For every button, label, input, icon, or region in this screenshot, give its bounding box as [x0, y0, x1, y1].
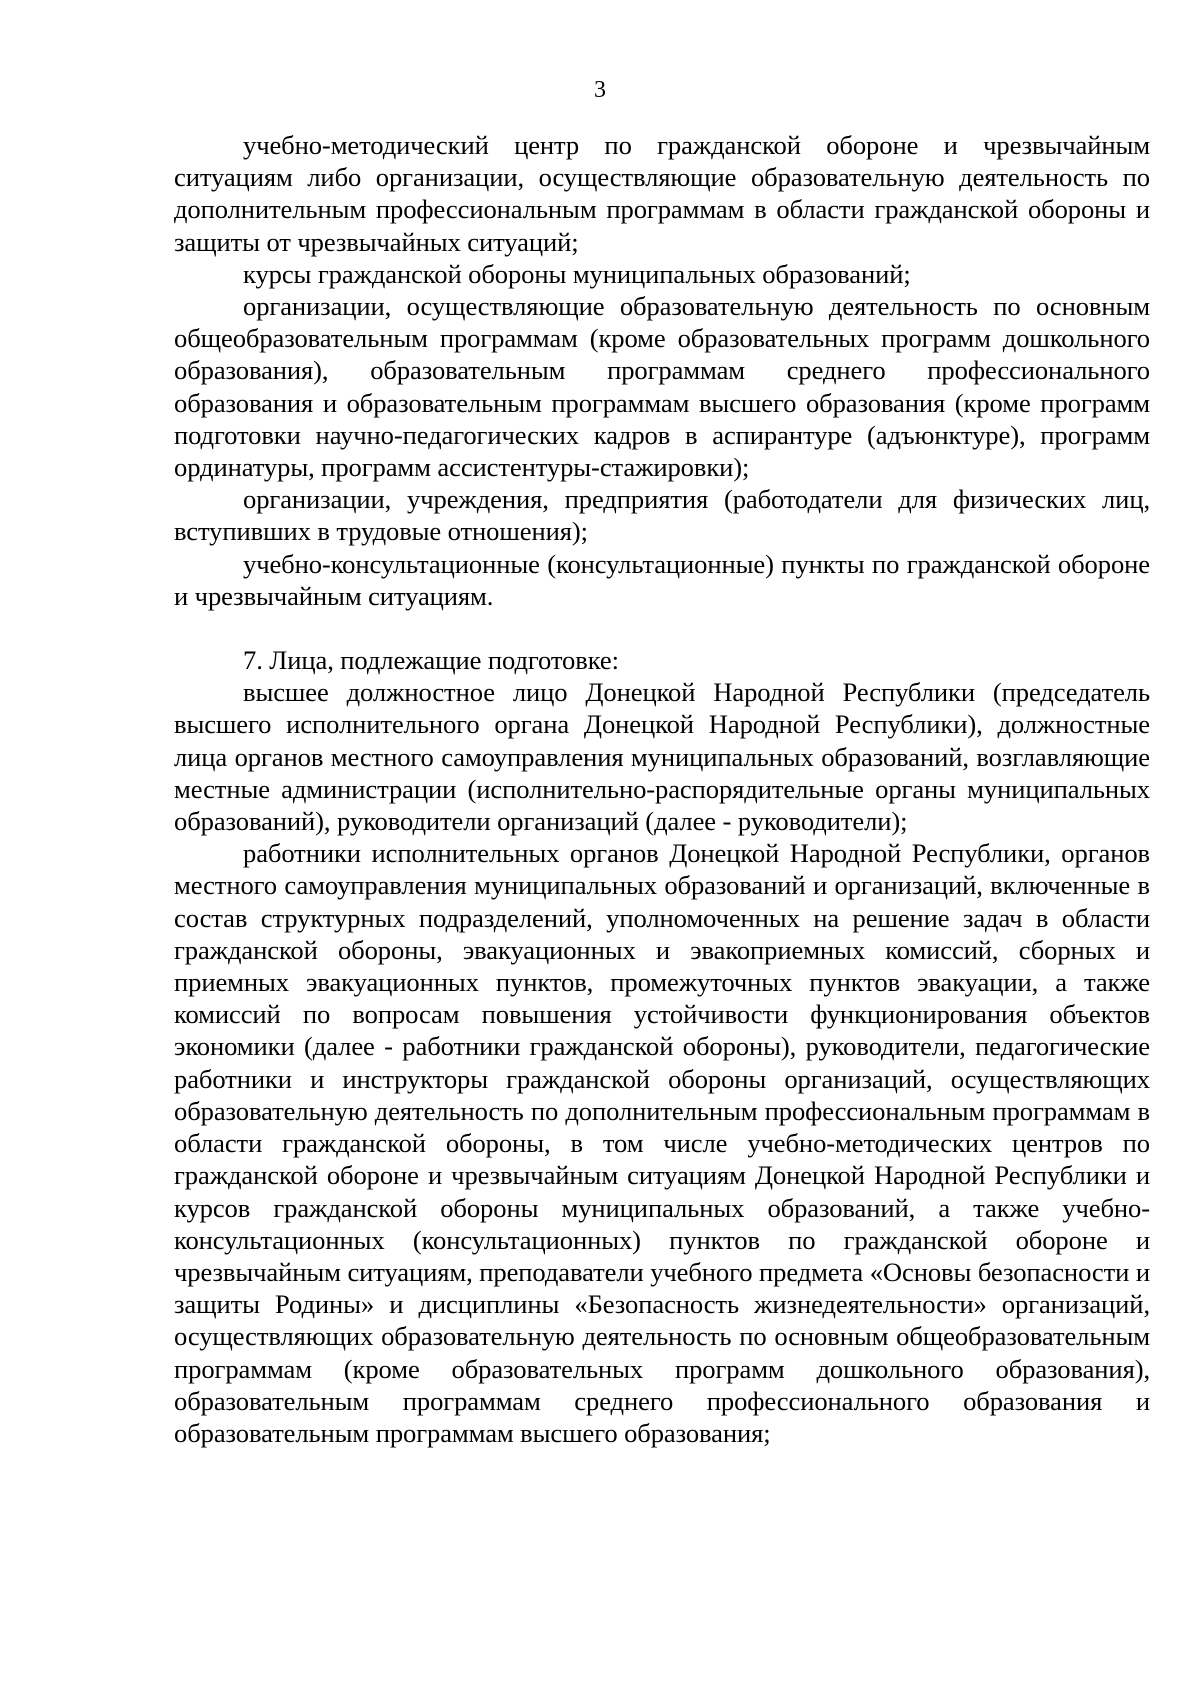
section-spacer [174, 612, 1150, 644]
paragraph-civil-defense-workers: работники исполнительных органов Донецкой Народной Республики, органов местного самоуправления муниципальных образований и организаций, включенные в состав структурных подразделений, уполномоченных на решение задач в области гражданской обороны, эвакуационных и эвакоприемных комиссий, сборных и приемных эвакуационных пунктов, промежуточных пунктов эвакуации, а также комиссий по вопросам повышения устойчивости функционирования объектов экономики (далее - работники гражданской обороны), руководители, педагогические работники и инструкторы гражданской обороны организаций, осуществляющих образовательную деятельность по дополнительным профессиональным программам в области гражданской обороны, в том числе учебно-методических центров по гражданской обороне и чрезвычайным ситуациям Донецкой Народной Республики и курсов гражданской обороны муниципальных образований, а также учебно-консультационных (консультационных) пунктов по гражданской обороне и чрезвычайным ситуациям, преподаватели учебного предмета «Основы безопасности и защиты Родины» и дисциплины «Безопасность жизнедеятельности» организаций, осуществляющих образовательную деятельность по основным общеобразовательным программам (кроме образовательных программ дошкольного образования), образовательным программам среднего профессионального образования и образовательным программам высшего образования; [174, 838, 1150, 1448]
section-heading-7: 7. Лица, подлежащие подготовке: [243, 645, 619, 676]
paragraph-consultation-points: учебно-консультационные (консультационные) пункты по гражданской обороне и чрезвычайным ситуациям. [174, 548, 1150, 611]
paragraph-training-center: учебно-методический центр по гражданской обороне и чрезвычайным ситуациям либо организации, осуществляющие образовательную деятельность по дополнительным профессиональным программам в области гражданской обороны и защиты от чрезвычайных ситуаций; [174, 130, 1150, 257]
paragraph-civil-defense-courses: курсы гражданской обороны муниципальных образований; [243, 258, 911, 289]
paragraph-employers: организации, учреждения, предприятия (работодатели для физических лиц, вступивших в трудовые отношения); [174, 484, 1150, 547]
paragraph-senior-officials: высшее должностное лицо Донецкой Народной Республики (председатель высшего исполнительного органа Донецкой Народной Республики), должностные лица органов местного самоуправления муниципальных образований, возглавляющие местные администрации (исполнительно-распорядительные органы муниципальных образований), руководители организаций (далее - руководители); [174, 677, 1150, 837]
document-body [174, 129, 1150, 1449]
page-number: 3 [594, 77, 606, 103]
paragraph-educational-organizations: организации, осуществляющие образовательную деятельность по основным общеобразовательным программам (кроме образовательных программ дошкольного образования), образовательным программам среднего профессионального образования и образовательным программам высшего образования (кроме программ подготовки научно-педагогических кадров в аспирантуре (адъюнктуре), программ ординатуры, программ ассистентуры-стажировки); [174, 291, 1150, 483]
